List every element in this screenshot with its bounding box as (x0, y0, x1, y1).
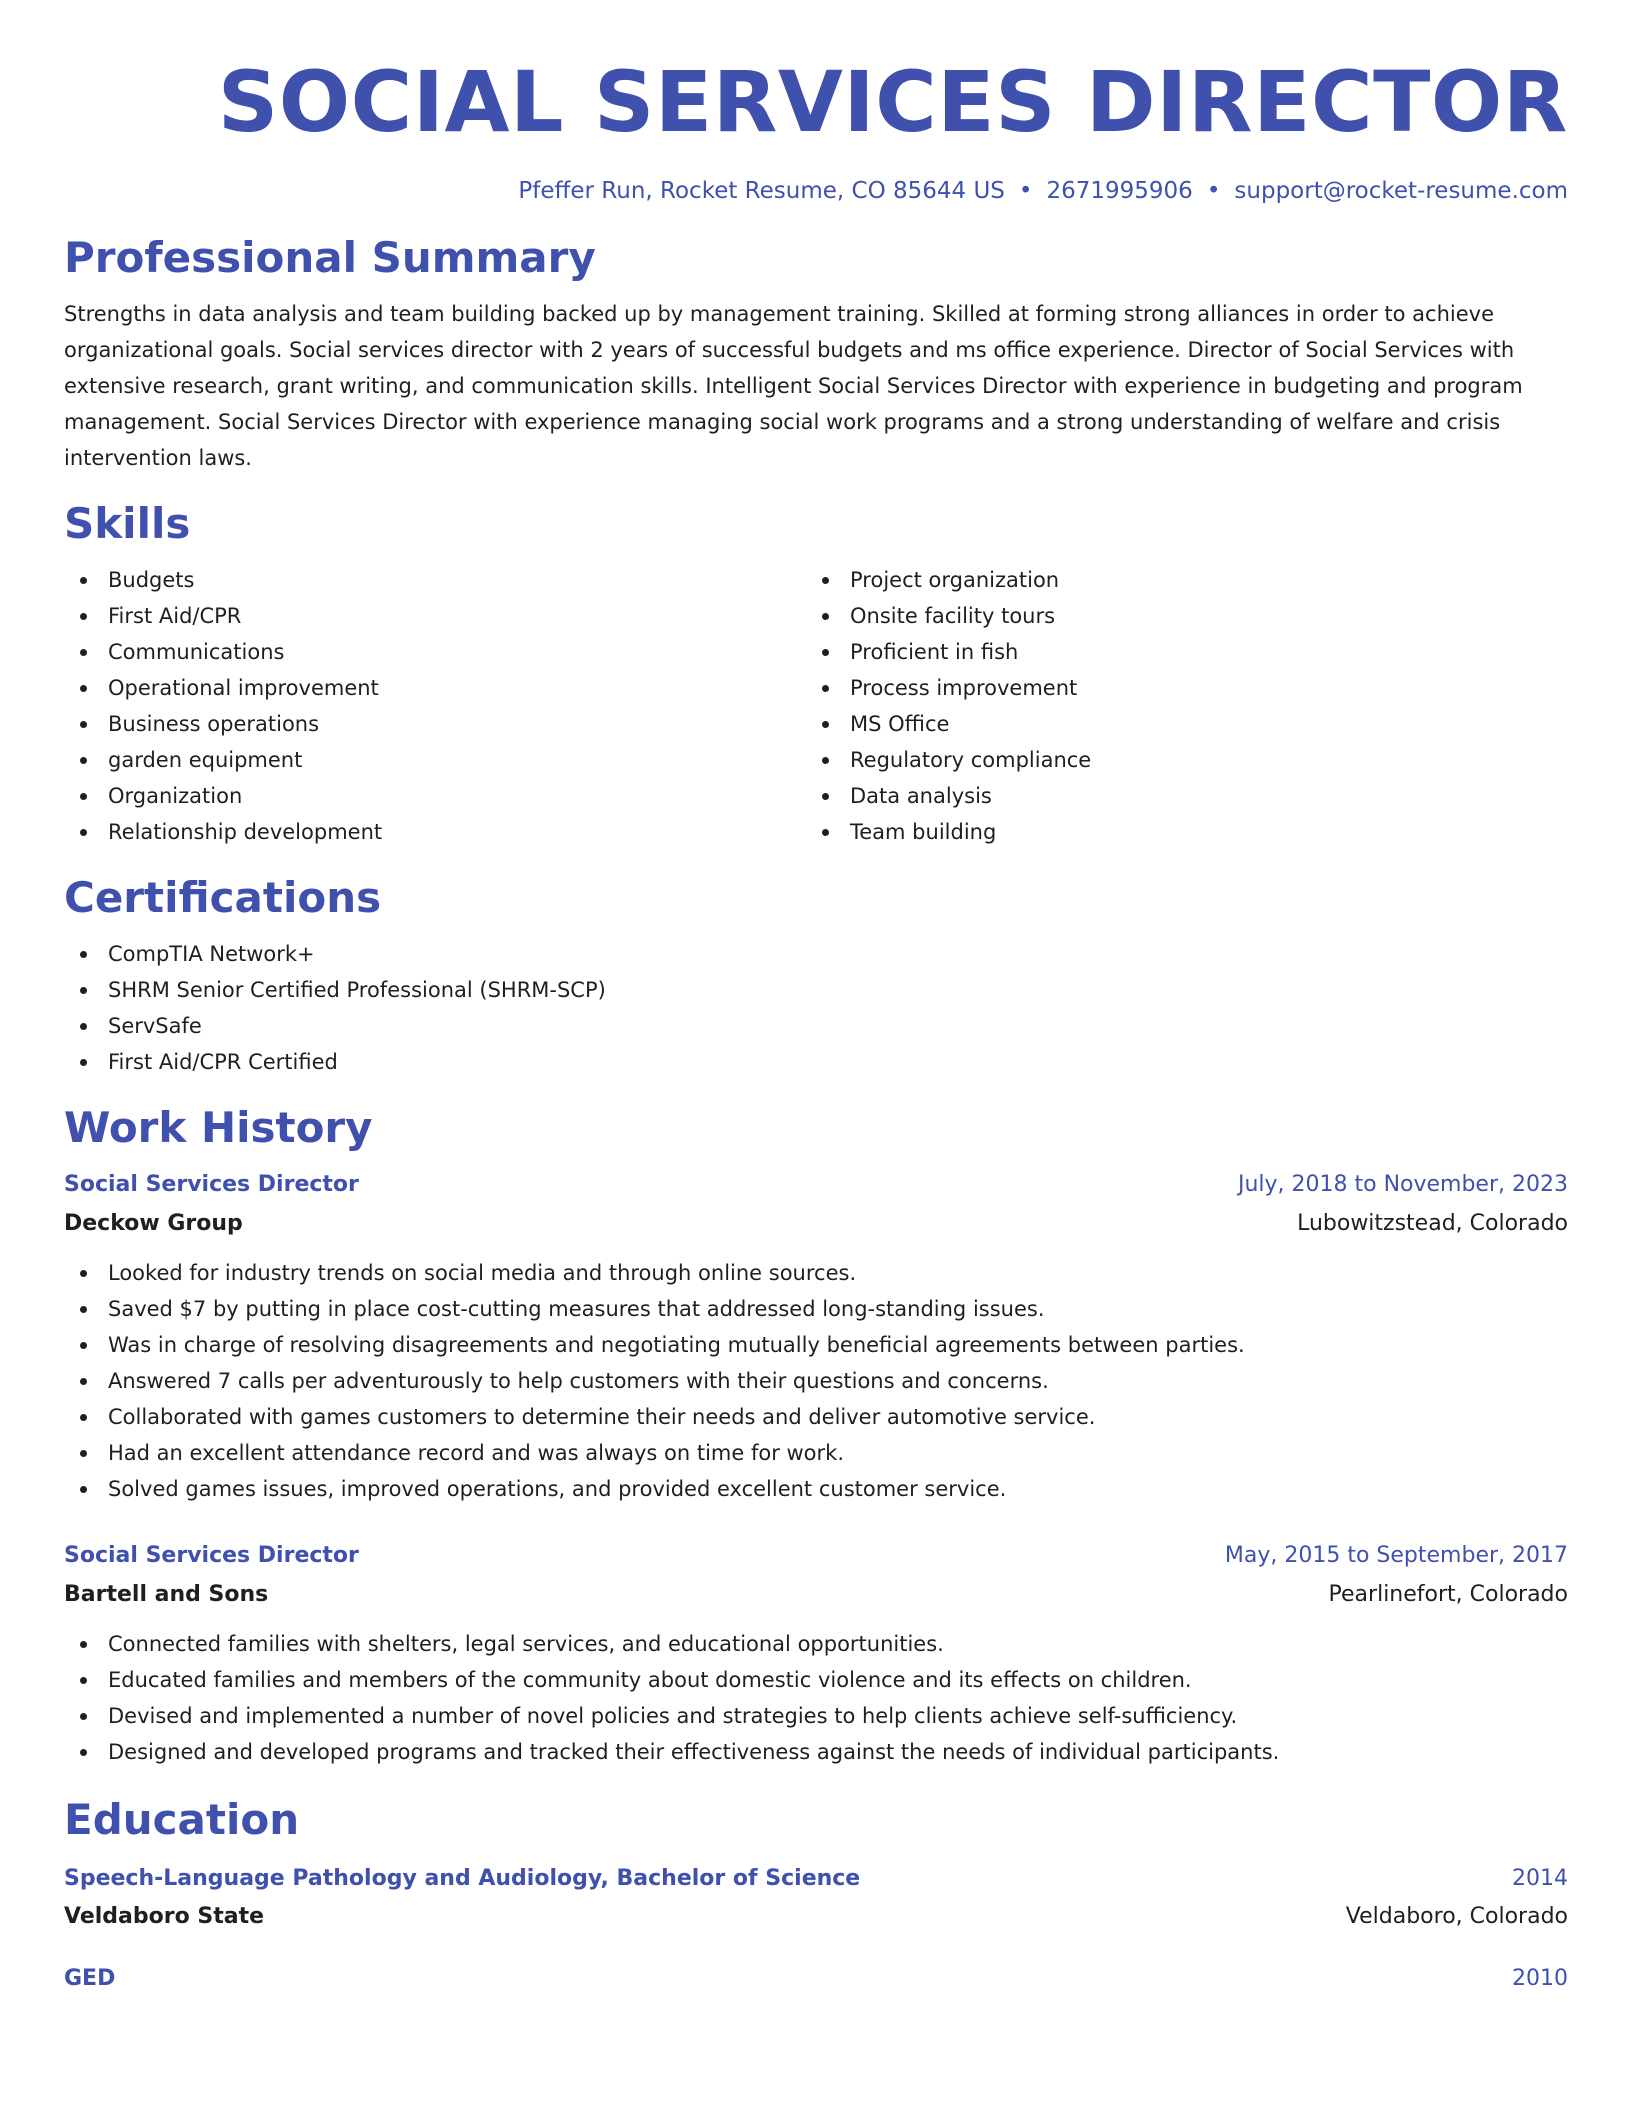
skill-item: Relationship development (64, 814, 806, 850)
summary-text: Strengths in data analysis and team building backed up by management training. Skilled at forming strong alliances in order to achieve organizational goals. Social services director with 2 years of successful budgets and ms office experience. Director of Social Services with extensive research, grant writing, and communication skills. Intelligent Social Services Director with experience in budgeting and program management. Social Services Director with experience managing social work programs and a strong understanding of welfare and crisis intervention laws. (64, 302, 1523, 470)
resume-header (64, 0, 1568, 206)
contact-email: support@rocket-resume.com (1234, 178, 1568, 204)
skill-item: Onsite facility tours (806, 598, 1548, 634)
job-title: Social Services Director (64, 1172, 359, 1197)
skill-item: Operational improvement (64, 670, 806, 706)
education-year: 2010 (1512, 1966, 1568, 1991)
job-entry (64, 1541, 1568, 1770)
job-bullet: Connected families with shelters, legal services, and educational opportunities. (64, 1626, 1568, 1662)
education-school: Veldaboro State (64, 1904, 265, 1929)
certifications-section (64, 872, 1568, 1080)
contact-line (64, 176, 1568, 206)
section-title-work-history: Work History (64, 1103, 373, 1152)
skill-item: Proficient in fish (806, 634, 1548, 670)
job-bullet-list (64, 1626, 1568, 1770)
job-company: Bartell and Sons (64, 1582, 269, 1607)
certification-item: SHRM Senior Certified Professional (SHRM-SCP) (64, 972, 1568, 1008)
education-entry (64, 1964, 1568, 1994)
education-entry (64, 1864, 1568, 1932)
skills-column-right (806, 562, 1548, 850)
education-degree: GED (64, 1966, 116, 1991)
education-section (64, 1794, 1568, 1994)
job-bullet: Solved games issues, improved operations, and provided excellent customer service. (64, 1471, 1568, 1507)
job-bullet: Designed and developed programs and tracked their effectiveness against the needs of individual participants. (64, 1734, 1568, 1770)
section-title-education: Education (64, 1795, 300, 1844)
skill-item: Team building (806, 814, 1548, 850)
job-header (64, 1541, 1568, 1571)
contact-phone: 2671995906 (1046, 178, 1193, 204)
section-title-summary: Professional Summary (64, 233, 596, 282)
skill-item: Process improvement (806, 670, 1548, 706)
job-bullet: Saved $7 by putting in place cost-cutting measures that addressed long-standing issues. (64, 1291, 1568, 1327)
skills-column-left (64, 562, 806, 850)
skill-item: MS Office (806, 706, 1548, 742)
separator-dot: • (1018, 178, 1033, 204)
job-header (64, 1170, 1568, 1200)
job-entry (64, 1170, 1568, 1507)
job-location: Lubowitzstead, Colorado (1297, 1211, 1568, 1236)
education-year: 2014 (1512, 1866, 1568, 1891)
resume-title: SOCIAL SERVICES DIRECTOR (217, 53, 1568, 151)
skill-item-list (64, 562, 806, 850)
job-location: Pearlinefort, Colorado (1328, 1582, 1568, 1607)
certification-item: ServSafe (64, 1008, 1568, 1044)
job-title: Social Services Director (64, 1543, 359, 1568)
summary-section (64, 232, 1568, 476)
education-subheader (64, 1902, 1568, 1932)
job-subheader (64, 1580, 1568, 1610)
job-bullet: Had an excellent attendance record and was always on time for work. (64, 1435, 1568, 1471)
skill-item: First Aid/CPR (64, 598, 806, 634)
section-title-certifications: Certifications (64, 873, 382, 922)
job-bullet-list (64, 1255, 1568, 1507)
skills-section (64, 498, 1568, 850)
job-bullet: Answered 7 calls per adventurously to help customers with their questions and concerns. (64, 1363, 1568, 1399)
section-title-skills: Skills (64, 499, 191, 548)
skill-item: Organization (64, 778, 806, 814)
job-dates: May, 2015 to September, 2017 (1224, 1543, 1568, 1568)
skill-item-list (806, 562, 1548, 850)
certification-item-list (64, 936, 1568, 1080)
skill-item: Business operations (64, 706, 806, 742)
job-company: Deckow Group (64, 1211, 243, 1236)
job-bullet: Collaborated with games customers to determine their needs and deliver automotive service. (64, 1399, 1568, 1435)
education-header (64, 1864, 1568, 1894)
skill-item: Data analysis (806, 778, 1548, 814)
skills-grid (64, 562, 1568, 850)
certification-item: First Aid/CPR Certified (64, 1044, 1568, 1080)
skill-item: Budgets (64, 562, 806, 598)
job-subheader (64, 1209, 1568, 1239)
skill-item: Regulatory compliance (806, 742, 1548, 778)
education-degree: Speech-Language Pathology and Audiology, Bachelor of Science (64, 1866, 861, 1891)
work-history-section (64, 1102, 1568, 1770)
certification-item: CompTIA Network+ (64, 936, 1568, 972)
education-header (64, 1964, 1568, 1994)
job-bullet: Looked for industry trends on social media and through online sources. (64, 1255, 1568, 1291)
job-bullet: Devised and implemented a number of novel policies and strategies to help clients achieve self-sufficiency. (64, 1698, 1568, 1734)
job-dates: July, 2018 to November, 2023 (1237, 1172, 1568, 1197)
skill-item: Communications (64, 634, 806, 670)
skill-item: garden equipment (64, 742, 806, 778)
contact-address: Pfeffer Run, Rocket Resume, CO 85644 US (518, 178, 1005, 204)
skill-item: Project organization (806, 562, 1548, 598)
separator-dot: • (1206, 178, 1221, 204)
job-bullet: Was in charge of resolving disagreements and negotiating mutually beneficial agreements between parties. (64, 1327, 1568, 1363)
job-bullet: Educated families and members of the community about domestic violence and its effects on children. (64, 1662, 1568, 1698)
education-location: Veldaboro, Colorado (1345, 1904, 1568, 1929)
